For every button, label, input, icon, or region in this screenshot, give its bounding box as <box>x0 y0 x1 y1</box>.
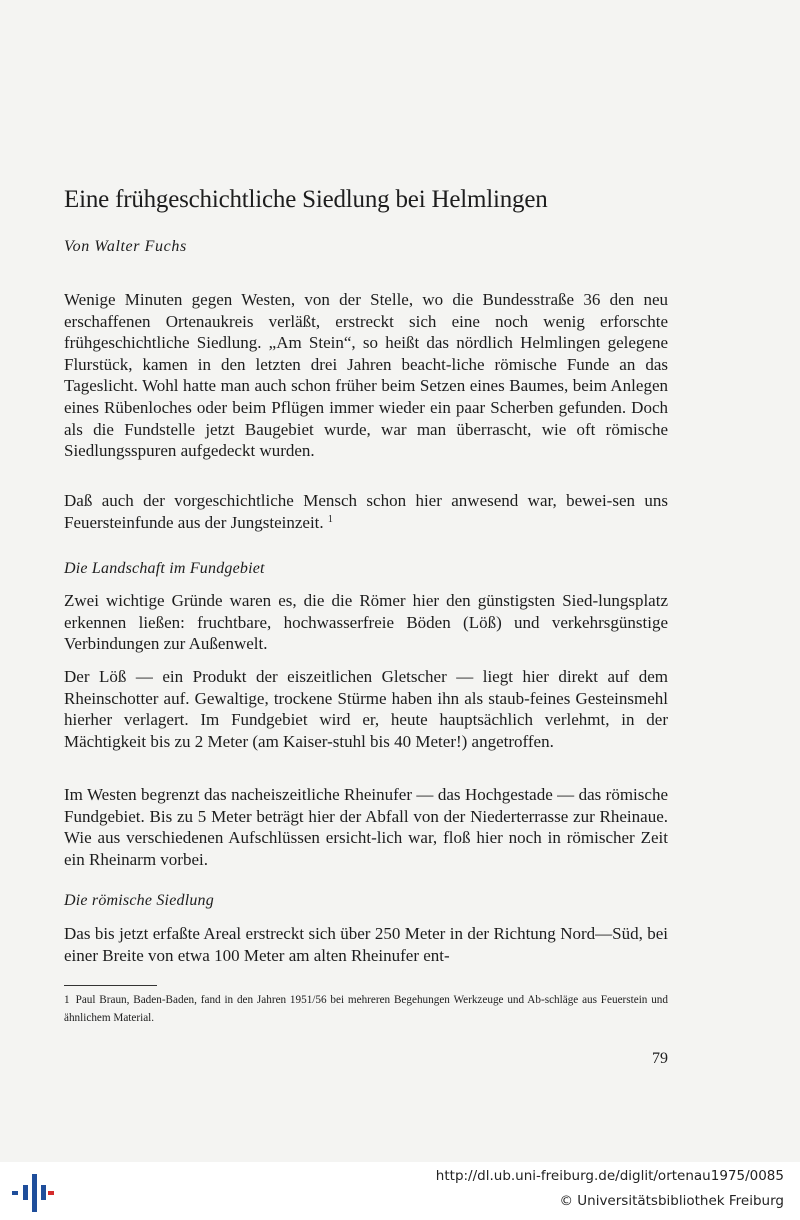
footnote <box>64 991 668 1027</box>
paragraph-loess: Der Löß — ein Produkt der eiszeitlichen Gletscher — liegt hier direkt auf dem Rheinschotter auf. Gewaltige, trockene Stürme haben ihn als staub-feines Gesteinsmehl hierher verlagert. Im Fundgebiet wird er, heute hauptsächlich verlehmt, in der Mächtigkeit bis zu 2 Meter (am Kaiser-stuhl bis 40 Meter!) angetroffen. <box>64 667 668 751</box>
section-heading-roman-settlement: Die römische Siedlung <box>64 892 214 909</box>
copyright-notice: © Universitätsbibliothek Freiburg <box>559 1193 784 1209</box>
footnote-reference: 1 <box>327 513 333 525</box>
footnote-number: 1 <box>64 994 70 1006</box>
ub-freiburg-logo-icon[interactable] <box>12 1172 54 1214</box>
article-author: Von Walter Fuchs <box>64 238 187 255</box>
document-url-link[interactable]: http://dl.ub.uni-freiburg.de/diglit/ortenau1975/0085 <box>435 1168 784 1184</box>
paragraph-rhine-bank: Im Westen begrenzt das nacheiszeitliche Rheinufer — das Hochgestade — das römische Fundgebiet. Bis zu 5 Meter beträgt hier der Abfall von der Niederterrasse zur Rheinaue. Wie aus verschiedenen Aufschlüssen ersicht-lich war, floß hier noch in römischer Zeit ein Rheinarm vorbei. <box>64 785 668 869</box>
footnote-divider <box>64 985 157 986</box>
page-number: 79 <box>652 1050 668 1067</box>
section-heading-landscape: Die Landschaft im Fundgebiet <box>64 560 265 577</box>
paragraph-prehistory <box>64 490 668 533</box>
library-footer <box>0 1162 800 1220</box>
paragraph-reasons: Zwei wichtige Gründe waren es, die die Römer hier den günstigsten Sied-lungsplatz erkennen ließen: fruchtbare, hochwasserfreie Böden (Löß) und verkehrsgünstige Verbindungen zur Außenwelt. <box>64 591 668 654</box>
footnote-text: Paul Braun, Baden-Baden, fand in den Jahren 1951/56 bei mehreren Begehungen Werkzeuge und Ab-schläge aus Feuerstein und ähnlichem Material. <box>64 994 668 1024</box>
paragraph-intro: Wenige Minuten gegen Westen, von der Stelle, wo die Bundesstraße 36 den neu erschaffenen Ortenaukreis verläßt, erstreckt sich eine noch wenig erforschte frühgeschichtliche Siedlung. „Am Stein“, so heißt das nördlich Helmlingen gelegene Flurstück, kamen in den letzten drei Jahren beacht-liche römische Funde an das Tageslicht. Wohl hatte man auch schon früher beim Setzen eines Baumes, beim Anlegen eines Rübenloches oder beim Pflügen immer wieder ein paar Scherben gefunden. Doch als die Fundstelle jetzt Baugebiet wurde, war man überrascht, wie oft römische Siedlungsspuren aufgedeckt wurden. <box>64 290 668 461</box>
article-title: Eine frühgeschichtliche Siedlung bei Helmlingen <box>64 186 548 213</box>
paragraph-prehistory-text: Daß auch der vorgeschichtliche Mensch schon hier anwesend war, bewei-sen uns Feuersteinfunde aus der Jungsteinzeit. <box>64 491 668 532</box>
paragraph-area: Das bis jetzt erfaßte Areal erstreckt sich über 250 Meter in der Richtung Nord—Süd, bei einer Breite von etwa 100 Meter am alten Rheinufer ent- <box>64 924 668 965</box>
